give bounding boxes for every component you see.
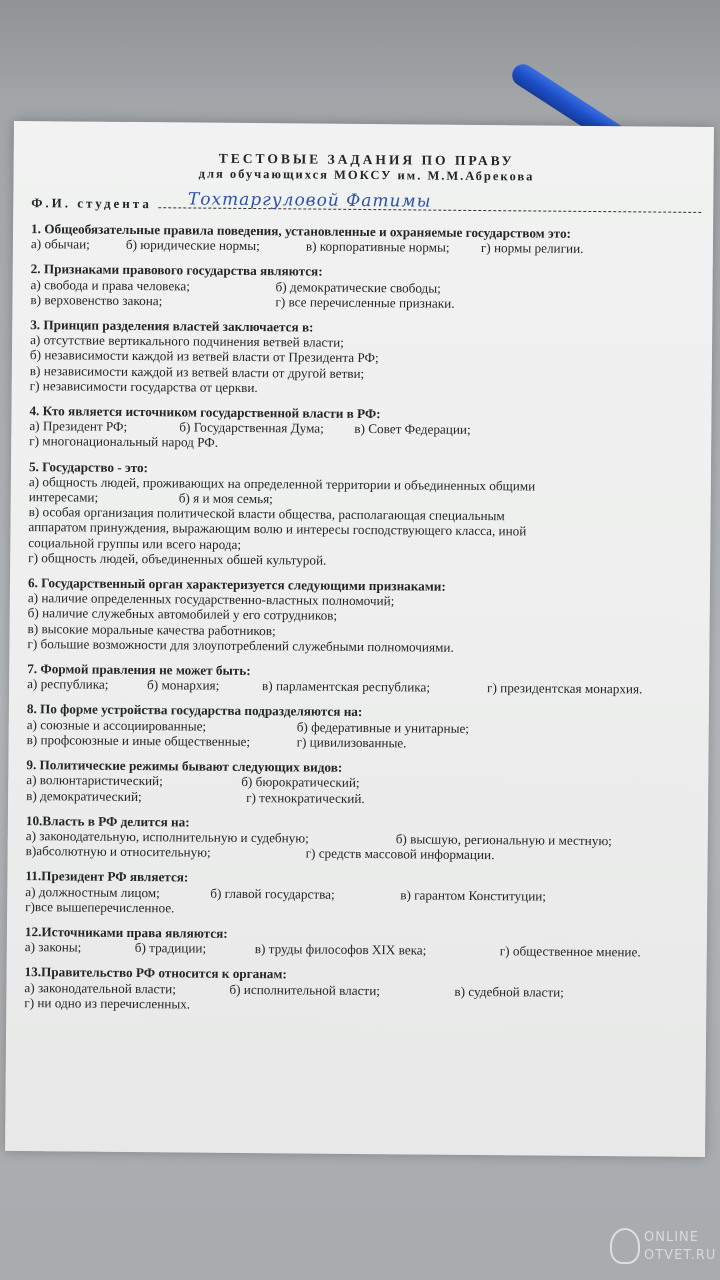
question-5 (28, 459, 699, 571)
answer-option: интересами; (28, 489, 99, 505)
answer-option: в) парламентская республика; (262, 678, 431, 695)
question-title: 8. По форме устройства государства подразделяются на: (26, 701, 363, 720)
document-subtitle: для обучающихся МОКСУ им. М.М.Абрекова (198, 166, 535, 184)
question-1 (31, 221, 701, 257)
answer-option: б) монархия; (147, 677, 220, 694)
answer-option: в)абсолютную и относительную; (25, 843, 211, 860)
answer-option: б) демократические свободы; (275, 278, 441, 296)
answer-option: г) общественное мнение. (499, 943, 641, 960)
answer-option: а) волюнтаристический; (26, 772, 163, 789)
answer-option: в) независимости каждой из ветвей власти от другой ветви; (29, 362, 365, 381)
question-9 (26, 757, 696, 808)
question-title: 11.Президент РФ является: (25, 868, 189, 885)
question-11 (25, 868, 695, 919)
question-3 (30, 317, 701, 399)
fio-underline (158, 189, 702, 213)
answer-option: г) цивилизованные. (296, 734, 407, 751)
question-title: 9. Политические режимы бывают следующих видов: (26, 757, 343, 775)
answer-option: аппаратом принуждения, выражающим волю и интересы господствующего класса, иной (28, 519, 527, 539)
answer-option: б) высшую, региональную и местную; (395, 831, 612, 849)
answer-option: б) традиции; (134, 940, 207, 956)
answer-option: б) я и моя семья; (178, 490, 273, 507)
answer-option: в) демократический; (26, 787, 142, 804)
answer-option: б) наличие служебных автомобилей у его сотрудников; (27, 605, 338, 624)
answer-option: а) обычаи; (30, 236, 90, 252)
answer-option: а) наличие определенных государственно-властных полномочий; (27, 590, 395, 609)
answer-option: б) независимости каждой из ветвей власти от Президента РФ; (29, 347, 379, 366)
site-watermark (610, 1222, 720, 1278)
question-title: 6. Государственный орган характеризуется следующими признаками: (27, 575, 446, 594)
answer-option: г) многонациональный народ РФ. (29, 433, 219, 451)
watermark-line2: OTVET.RU (644, 1248, 717, 1263)
answer-option: г) нормы религии. (480, 240, 584, 257)
answer-option: в) труды философов XIX века; (254, 941, 427, 958)
sheet-content (24, 149, 702, 1026)
answer-option: г) все перечисленные признаки. (275, 294, 455, 311)
question-title: 12.Источниками права являются: (24, 923, 228, 941)
question-title: 4. Кто является источником государственной власти в РФ: (29, 403, 381, 422)
answer-option: б) Государственная Дума; (179, 419, 324, 436)
answer-option: а) союзные и ассоциированные; (26, 716, 207, 734)
answer-option: г) большие возможности для злоупотреблений служебными полномочиями. (27, 635, 454, 655)
answer-option: а) законодательную, исполнительную и судебную; (25, 827, 309, 846)
document-title: ТЕСТОВЫЕ ЗАДАНИЯ ПО ПРАВУ (218, 150, 515, 169)
answer-option: г) средств массовой информации. (305, 845, 495, 863)
answer-option: а) законы; (24, 939, 82, 955)
answer-option: в) судебной власти; (454, 983, 564, 1000)
question-10 (26, 813, 696, 864)
answer-option: г) технократический. (246, 789, 365, 806)
answer-option: в) профсоюзные и иные общественные; (26, 731, 251, 749)
answer-option: г) президентская монархия. (487, 680, 643, 697)
lightbulb-icon (610, 1228, 640, 1264)
question-8 (27, 702, 697, 753)
test-sheet (5, 121, 714, 1157)
question-13 (24, 964, 694, 1015)
answer-option: б) федеративные и унитарные; (296, 719, 470, 736)
answer-option: а) отсутствие вертикального подчинения ветвей власти; (30, 332, 344, 351)
answer-option: б) главой государства; (210, 885, 335, 902)
question-title: 3. Принцип разделения властей заключается в: (30, 317, 314, 335)
question-title: 2. Признаками правового государства являются: (30, 261, 323, 280)
answer-option: а) должностным лицом; (25, 883, 160, 900)
answer-option: в) гарантом Конституции; (400, 886, 547, 904)
answer-option: социальной группы или всего народа; (28, 534, 242, 552)
answer-option: г)все вышеперечисленное. (25, 898, 175, 916)
answer-option: в) корпоративные нормы; (305, 238, 450, 255)
question-title: 1. Общеобязательные правила поведения, установленные и охраняемые государством это: (31, 221, 572, 241)
question-2 (30, 262, 700, 313)
fio-label: Ф.И. студента (31, 195, 152, 212)
answer-option: б) юридические нормы; (125, 237, 260, 254)
answer-option: а) республика; (27, 676, 109, 693)
handwritten-name: Тохтаргуловой Фатимы (187, 189, 432, 212)
answer-option: г) общность людей, объединенных обшей культурой. (28, 549, 327, 568)
answer-option: а) свобода и права человека; (30, 276, 191, 294)
answer-option: б) бюрократический; (241, 774, 360, 791)
student-name-line (31, 188, 701, 217)
answer-option: в) верховенство закона; (30, 291, 163, 309)
answer-option: в) высокие моральные качества работников; (27, 620, 276, 638)
answer-option: б) исполнительной власти; (229, 981, 381, 998)
question-6 (27, 575, 698, 657)
answer-option: а) общность людей, проживающих на определенной территории и объединенных общими (28, 473, 536, 494)
answer-option: в) особая организация политической власти общества, располагающая специальным (28, 504, 505, 524)
question-title: 10.Власть в РФ делится на: (25, 812, 190, 830)
question-12 (25, 924, 695, 960)
answer-option: а) законодательной власти; (24, 979, 176, 996)
question-4 (29, 403, 699, 454)
question-7 (27, 661, 697, 697)
questions-list (24, 221, 701, 1016)
question-title: 7. Формой правления не может быть: (27, 661, 251, 679)
question-title: 5. Государство - это: (28, 458, 149, 475)
answer-option: г) независимости государства от церкви. (29, 377, 258, 395)
answer-option: в) Совет Федерации; (354, 421, 471, 438)
answer-option: а) Президент РФ; (29, 418, 128, 435)
watermark-line1: ONLINE (644, 1230, 699, 1245)
question-title: 13.Правительство РФ относится к органам: (24, 964, 287, 982)
answer-option: г) ни одно из перечисленных. (24, 994, 191, 1012)
